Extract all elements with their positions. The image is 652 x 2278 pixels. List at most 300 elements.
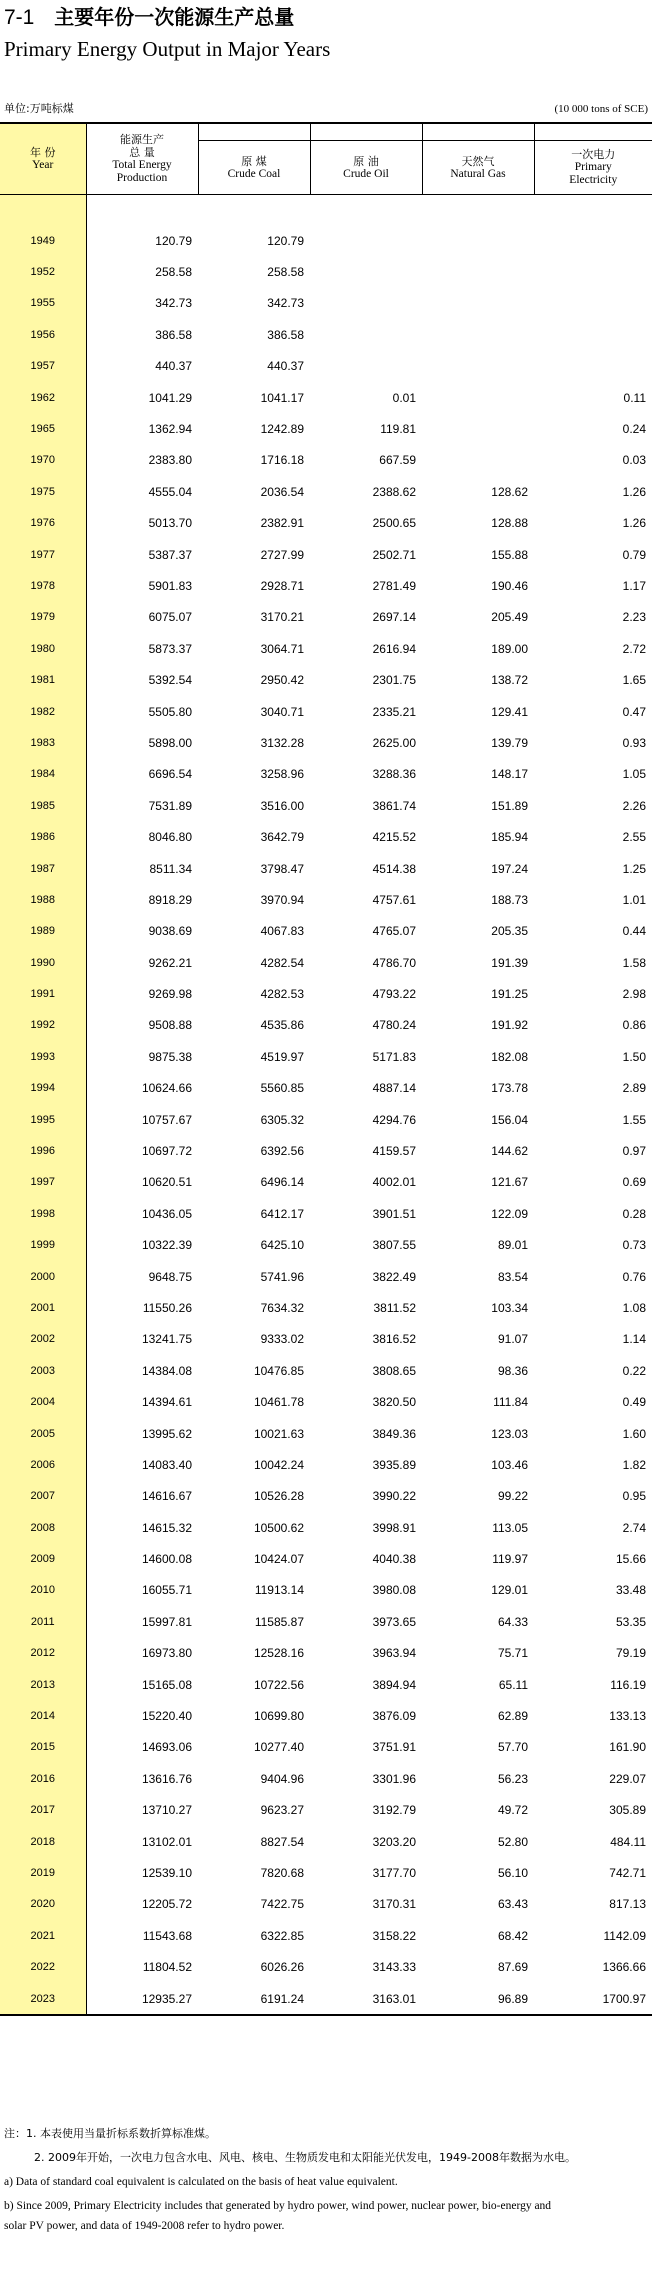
- cell-coal: 440.37: [267, 359, 304, 374]
- cell-oil: 3807.55: [372, 1238, 416, 1253]
- cell-gas: 155.88: [491, 547, 528, 562]
- cell-total: 10436.05: [141, 1206, 192, 1221]
- header-coal-en: Crude Coal: [227, 167, 281, 180]
- cell-coal: 10699.80: [253, 1709, 304, 1724]
- cell-gas: 191.25: [491, 987, 528, 1002]
- cell-year: 1989: [0, 916, 86, 947]
- cell-total: 5873.37: [148, 641, 192, 656]
- spacer-cell: [534, 195, 652, 226]
- cell-gas: 129.41: [491, 704, 528, 719]
- table-row: [0, 1951, 652, 1982]
- header-year-en: Year: [32, 159, 54, 171]
- cell-oil: 3170.31: [372, 1897, 416, 1912]
- cell-oil: 4514.38: [372, 861, 416, 876]
- cell-gas: 128.88: [491, 516, 528, 531]
- unit-row: [4, 101, 648, 117]
- cell-total: 342.73: [155, 296, 192, 311]
- cell-gas: [422, 445, 534, 476]
- cell-elec: [534, 319, 652, 350]
- cell-total: 14616.67: [141, 1489, 192, 1504]
- table-row: [0, 288, 652, 319]
- table-row: [0, 1481, 652, 1512]
- cell-coal: 6496.14: [260, 1175, 304, 1190]
- table-header-row: [0, 123, 652, 195]
- cell-oil: 3963.94: [372, 1646, 416, 1661]
- cell-coal: 3170.21: [260, 610, 304, 625]
- table-row: [0, 1449, 652, 1480]
- cell-elec: 1.60: [622, 1426, 646, 1441]
- cell-elec: 229.07: [609, 1771, 646, 1786]
- table-row: [0, 476, 652, 507]
- cell-year: 1990: [0, 947, 86, 978]
- cell-total: 9038.69: [148, 924, 192, 939]
- cell-year: 2023: [0, 1983, 86, 2015]
- cell-oil: 3177.70: [372, 1866, 416, 1880]
- table-row: [0, 1073, 652, 1104]
- cell-oil: 3143.33: [372, 1960, 416, 1975]
- cell-gas: 63.43: [497, 1897, 528, 1912]
- cell-coal: 4282.54: [260, 955, 304, 970]
- cell-total: 2383.80: [148, 453, 192, 468]
- cell-oil: [310, 256, 422, 287]
- cell-gas: 119.97: [492, 1552, 528, 1567]
- table-row: [0, 1418, 652, 1449]
- cell-total: 13241.75: [141, 1332, 192, 1347]
- cell-total: 12935.27: [86, 1983, 198, 2015]
- table-row: [0, 1104, 652, 1135]
- cell-elec: 133.13: [609, 1709, 646, 1724]
- cell-oil: 3973.65: [372, 1614, 416, 1629]
- table-row: [0, 790, 652, 821]
- note-en-b2: solar PV power, and data of 1949-2008 refer to hydro power.: [4, 2220, 285, 2232]
- cell-elec: 0.97: [622, 1144, 646, 1159]
- cell-gas: 111.84: [493, 1395, 528, 1410]
- cell-total: 16973.80: [141, 1646, 192, 1661]
- cell-year: 1952: [0, 256, 86, 287]
- cell-coal: 342.73: [267, 296, 304, 311]
- cell-gas: 123.03: [491, 1426, 528, 1441]
- cell-coal: 2036.54: [260, 484, 304, 499]
- cell-year: 1983: [0, 727, 86, 758]
- cell-coal: 7634.32: [260, 1300, 304, 1315]
- cell-year: 2020: [0, 1889, 86, 1920]
- cell-total: 5901.83: [148, 578, 192, 593]
- header-coal: [198, 123, 310, 195]
- cell-coal: 4282.53: [260, 987, 304, 1002]
- cell-total: 12205.72: [141, 1897, 192, 1912]
- cell-gas: 103.34: [491, 1300, 528, 1315]
- cell-gas: 52.80: [497, 1834, 528, 1849]
- cell-coal: 2950.42: [260, 673, 304, 688]
- cell-elec: 161.90: [609, 1740, 646, 1755]
- cell-coal: 4067.83: [260, 924, 304, 939]
- cell-elec: 1.26: [622, 484, 646, 499]
- cell-gas: 188.73: [491, 892, 528, 907]
- table-row: [0, 759, 652, 790]
- cell-total: 5392.54: [148, 673, 192, 688]
- header-total-en2: Production: [116, 172, 168, 184]
- cell-gas: 121.67: [491, 1175, 528, 1190]
- note-zh-2: 2. 2009年开始，一次电力包含水电、风电、核电、生物质发电和太阳能光伏发电，1949-2008年数据为水电。: [34, 2151, 576, 2164]
- energy-table-wrapper: [0, 122, 652, 2016]
- table-row: [0, 351, 652, 382]
- table-title-zh-row: [4, 4, 294, 31]
- cell-coal: 6392.56: [260, 1144, 304, 1159]
- cell-total: 11804.52: [142, 1960, 192, 1975]
- table-row: [0, 633, 652, 664]
- cell-coal: 6412.17: [260, 1206, 304, 1221]
- cell-elec: 2.89: [622, 1081, 646, 1096]
- table-row: [0, 1606, 652, 1637]
- table-row: [0, 1230, 652, 1261]
- cell-coal: 7422.75: [260, 1897, 304, 1912]
- cell-oil: 2301.75: [372, 673, 416, 688]
- cell-total: 11543.68: [142, 1928, 192, 1943]
- cell-oil: 119.81: [380, 422, 416, 437]
- cell-oil: [310, 288, 422, 319]
- table-row: [0, 978, 652, 1009]
- cell-elec: 1.82: [622, 1457, 646, 1472]
- cell-total: 14083.40: [141, 1457, 192, 1472]
- cell-gas: 191.92: [491, 1018, 528, 1033]
- table-row: [0, 1198, 652, 1229]
- cell-year: 2011: [0, 1606, 86, 1637]
- table-row: [0, 1355, 652, 1386]
- cell-coal: 3970.94: [260, 892, 304, 907]
- cell-total: 9269.98: [148, 987, 192, 1002]
- cell-gas: 173.78: [491, 1081, 528, 1096]
- cell-gas: 96.89: [422, 1983, 534, 2015]
- cell-year: 2003: [0, 1355, 86, 1386]
- header-total-zh2: 总 量: [129, 146, 155, 159]
- table-row: [0, 884, 652, 915]
- cell-oil: 2388.62: [372, 484, 416, 499]
- cell-elec: 0.95: [622, 1489, 646, 1504]
- cell-oil: 4757.61: [372, 892, 416, 907]
- cell-coal: 3798.47: [260, 861, 304, 876]
- table-row: [0, 696, 652, 727]
- cell-total: 14600.08: [141, 1552, 192, 1567]
- cell-gas: [422, 382, 534, 413]
- spacer-cell: [310, 195, 422, 226]
- cell-total: 440.37: [155, 359, 192, 374]
- energy-output-table: [0, 122, 652, 2016]
- table-row: [0, 1010, 652, 1041]
- cell-coal: 2382.91: [260, 516, 304, 531]
- cell-elec: 0.22: [622, 1363, 646, 1378]
- cell-total: 10624.66: [141, 1081, 192, 1096]
- cell-year: 2000: [0, 1261, 86, 1292]
- cell-year: 1956: [0, 319, 86, 350]
- cell-oil: [310, 225, 422, 256]
- cell-oil: 4780.24: [372, 1018, 416, 1033]
- cell-coal: 1716.18: [260, 453, 304, 468]
- table-row: [0, 382, 652, 413]
- cell-elec: 0.86: [622, 1018, 646, 1033]
- table-row: [0, 1292, 652, 1323]
- cell-total: 7531.89: [148, 798, 192, 813]
- cell-total: 1041.29: [148, 390, 192, 405]
- cell-gas: 75.71: [497, 1646, 528, 1661]
- cell-oil: 3192.79: [372, 1803, 416, 1818]
- cell-coal: 386.58: [267, 327, 304, 342]
- cell-year: 1984: [0, 759, 86, 790]
- cell-total: 14693.06: [141, 1740, 192, 1755]
- cell-elec: 0.24: [622, 422, 646, 437]
- cell-year: 1970: [0, 445, 86, 476]
- cell-elec: 0.79: [622, 547, 646, 562]
- cell-oil: 4294.76: [372, 1112, 416, 1127]
- spacer-cell: [198, 195, 310, 226]
- header-total-zh1: 能源生产: [120, 133, 164, 146]
- table-number: 7-1: [4, 6, 35, 29]
- cell-year: 2013: [0, 1669, 86, 1700]
- cell-oil: 3811.52: [373, 1300, 416, 1315]
- cell-year: 2014: [0, 1700, 86, 1731]
- table-row: [0, 445, 652, 476]
- cell-total: 16055.71: [141, 1583, 192, 1598]
- cell-coal: 6425.10: [260, 1238, 304, 1253]
- cell-oil: 3849.36: [372, 1426, 416, 1441]
- cell-year: 2005: [0, 1418, 86, 1449]
- cell-year: 1975: [0, 476, 86, 507]
- cell-oil: 2697.14: [372, 610, 416, 625]
- cell-elec: 2.26: [622, 798, 646, 813]
- unit-en: (10 000 tons of SCE): [554, 103, 648, 115]
- cell-gas: 139.79: [491, 735, 528, 750]
- cell-elec: 1.58: [622, 955, 646, 970]
- table-row: [0, 727, 652, 758]
- cell-gas: [422, 351, 534, 382]
- table-row: [0, 1324, 652, 1355]
- spacer-cell: [422, 195, 534, 226]
- cell-year: 2015: [0, 1732, 86, 1763]
- table-row: [0, 319, 652, 350]
- cell-oil: 3990.22: [372, 1489, 416, 1504]
- cell-coal: 2928.71: [260, 578, 304, 593]
- cell-oil: 3980.08: [372, 1583, 416, 1598]
- table-row: [0, 539, 652, 570]
- cell-year: 1957: [0, 351, 86, 382]
- cell-year: 1978: [0, 570, 86, 601]
- cell-year: 2007: [0, 1481, 86, 1512]
- cell-oil: [310, 319, 422, 350]
- cell-elec: 0.76: [622, 1269, 646, 1284]
- cell-oil: 4159.57: [372, 1144, 416, 1159]
- cell-total: 120.79: [155, 233, 192, 248]
- cell-total: 258.58: [155, 265, 192, 280]
- cell-total: 13995.62: [141, 1426, 192, 1441]
- cell-gas: 98.36: [497, 1363, 528, 1378]
- cell-gas: 56.10: [497, 1866, 528, 1880]
- cell-elec: [534, 225, 652, 256]
- cell-gas: [422, 413, 534, 444]
- header-elec-zh: 一次电力: [571, 148, 616, 161]
- cell-elec: 2.72: [622, 641, 646, 656]
- cell-coal: 9333.02: [260, 1332, 304, 1347]
- cell-total: 386.58: [155, 327, 192, 342]
- cell-oil: 3158.22: [372, 1928, 416, 1943]
- table-row: [0, 1857, 652, 1888]
- cell-elec: 1.25: [622, 861, 646, 876]
- table-row: [0, 853, 652, 884]
- cell-elec: 79.19: [615, 1646, 646, 1661]
- cell-elec: 0.47: [622, 704, 646, 719]
- cell-year: 1988: [0, 884, 86, 915]
- cell-gas: 144.62: [491, 1144, 528, 1159]
- cell-gas: [422, 256, 534, 287]
- cell-elec: 1.01: [622, 892, 646, 907]
- cell-oil: 2625.00: [372, 735, 416, 750]
- cell-oil: 4793.22: [372, 987, 416, 1002]
- table-row: [0, 1575, 652, 1606]
- cell-elec: 1.65: [622, 673, 646, 688]
- cell-year: 1979: [0, 602, 86, 633]
- cell-total: 6696.54: [148, 767, 192, 782]
- cell-year: 2019: [0, 1857, 86, 1888]
- cell-year: 2021: [0, 1920, 86, 1951]
- cell-coal: 9404.96: [260, 1771, 304, 1786]
- cell-elec: 484.11: [610, 1834, 646, 1849]
- table-row: [0, 1512, 652, 1543]
- cell-total: 14394.61: [141, 1395, 192, 1410]
- cell-coal: 8827.54: [260, 1834, 304, 1849]
- header-elec: [534, 123, 652, 195]
- cell-gas: 185.94: [491, 830, 528, 845]
- cell-oil: 667.59: [379, 453, 416, 468]
- cell-year: 1980: [0, 633, 86, 664]
- cell-oil: 2500.65: [372, 516, 416, 531]
- cell-year: 1985: [0, 790, 86, 821]
- cell-oil: 3894.94: [372, 1677, 416, 1692]
- cell-oil: 2502.71: [372, 547, 416, 562]
- cell-elec: 2.74: [622, 1520, 646, 1535]
- cell-gas: 151.89: [491, 798, 528, 813]
- cell-year: 2008: [0, 1512, 86, 1543]
- cell-year: 2001: [0, 1292, 86, 1323]
- cell-year: 1987: [0, 853, 86, 884]
- cell-coal: 4519.97: [260, 1049, 304, 1064]
- table-row: [0, 1826, 652, 1857]
- table-row: [0, 664, 652, 695]
- cell-elec: 0.93: [622, 735, 646, 750]
- cell-gas: 89.01: [497, 1238, 528, 1253]
- cell-oil: 4215.52: [372, 830, 416, 845]
- cell-oil: 2616.94: [372, 641, 416, 656]
- table-row: [0, 1543, 652, 1574]
- cell-oil: 3861.74: [372, 798, 416, 813]
- cell-coal: 10424.07: [253, 1552, 304, 1567]
- cell-coal: 1242.89: [260, 422, 304, 437]
- cell-gas: 65.11: [498, 1677, 528, 1692]
- header-oil-en: Crude Oil: [343, 167, 389, 180]
- cell-coal: 10476.85: [253, 1363, 304, 1378]
- cell-total: 6075.07: [148, 610, 192, 625]
- cell-year: 2018: [0, 1826, 86, 1857]
- cell-coal: 6191.24: [198, 1983, 310, 2015]
- cell-coal: 10526.28: [253, 1489, 304, 1504]
- table-row: [0, 1669, 652, 1700]
- cell-coal: 4535.86: [260, 1018, 304, 1033]
- cell-elec: 1.17: [622, 578, 646, 593]
- cell-coal: 10461.78: [253, 1395, 304, 1410]
- cell-oil: 3288.36: [372, 767, 416, 782]
- cell-total: 5013.70: [148, 516, 192, 531]
- cell-year: 1949: [0, 225, 86, 256]
- header-year-zh: 年 份: [30, 146, 56, 159]
- cell-coal: 7820.68: [260, 1866, 304, 1880]
- cell-coal: 12528.16: [253, 1646, 304, 1661]
- cell-elec: 817.13: [609, 1897, 646, 1912]
- cell-gas: 182.08: [491, 1049, 528, 1064]
- cell-year: 2022: [0, 1951, 86, 1982]
- cell-year: 1976: [0, 508, 86, 539]
- table-row: [0, 1889, 652, 1920]
- cell-oil: 3876.09: [372, 1709, 416, 1724]
- cell-oil: 3203.20: [372, 1834, 416, 1849]
- table-row: [0, 1135, 652, 1166]
- cell-year: 1999: [0, 1230, 86, 1261]
- cell-gas: 62.89: [497, 1709, 528, 1724]
- cell-coal: 3516.00: [260, 798, 304, 813]
- table-row: [0, 947, 652, 978]
- footnotes: [4, 2126, 648, 2242]
- cell-year: 2010: [0, 1575, 86, 1606]
- cell-coal: 9623.27: [260, 1803, 304, 1818]
- cell-gas: 122.09: [491, 1206, 528, 1221]
- cell-gas: 197.24: [491, 861, 528, 876]
- table-row: [0, 916, 652, 947]
- cell-coal: 3258.96: [260, 767, 304, 782]
- cell-oil: 2335.21: [372, 704, 416, 719]
- cell-coal: 6322.85: [260, 1928, 304, 1943]
- cell-total: 13710.27: [141, 1803, 192, 1818]
- cell-elec: 1.14: [622, 1332, 646, 1347]
- cell-oil: 3998.91: [372, 1520, 416, 1535]
- cell-elec: 0.49: [622, 1395, 646, 1410]
- cell-coal: 5560.85: [260, 1081, 304, 1096]
- cell-gas: 87.69: [497, 1960, 528, 1975]
- cell-gas: 138.72: [491, 673, 528, 688]
- header-gas: [422, 123, 534, 195]
- cell-year: 1982: [0, 696, 86, 727]
- cell-elec: 1.08: [622, 1300, 646, 1315]
- cell-gas: 68.42: [497, 1928, 528, 1943]
- cell-year: 2004: [0, 1386, 86, 1417]
- cell-coal: 10277.40: [253, 1740, 304, 1755]
- cell-gas: 83.54: [497, 1269, 528, 1284]
- table-title-en: Primary Energy Output in Major Years: [4, 37, 331, 61]
- cell-elec: 0.44: [622, 924, 646, 939]
- table-row: [0, 1167, 652, 1198]
- table-row: [0, 1261, 652, 1292]
- cell-oil: 3935.89: [372, 1457, 416, 1472]
- cell-year: 1991: [0, 978, 86, 1009]
- cell-elec: 1700.97: [534, 1983, 652, 2015]
- cell-gas: [422, 225, 534, 256]
- cell-year: 1993: [0, 1041, 86, 1072]
- cell-gas: 156.04: [491, 1112, 528, 1127]
- table-row: [0, 508, 652, 539]
- cell-year: 2017: [0, 1795, 86, 1826]
- cell-gas: 128.62: [491, 484, 528, 499]
- cell-year: 2012: [0, 1638, 86, 1669]
- cell-coal: 3040.71: [260, 704, 304, 719]
- table-row: [0, 1700, 652, 1731]
- table-row: [0, 570, 652, 601]
- cell-total: 9508.88: [148, 1018, 192, 1033]
- cell-coal: 3064.71: [260, 641, 304, 656]
